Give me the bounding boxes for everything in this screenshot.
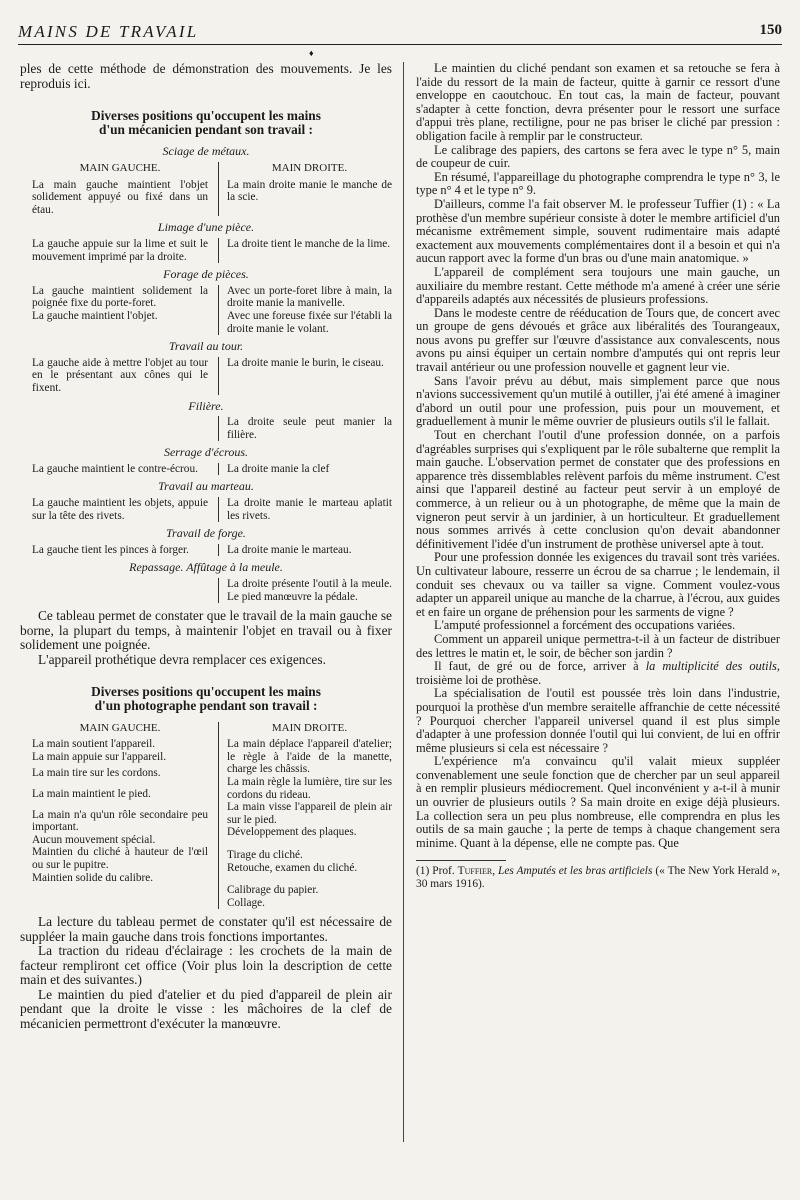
section-title: Travail au tour.	[168, 339, 244, 354]
body-paragraph: Comment un appareil unique permettra-t-il à un facteur de distribuer des lettres le matin et, le soir, de bêcher son jardin ?	[416, 631, 780, 660]
footnote-source: (« The New York Herald », 30 mars 1916).	[416, 865, 780, 891]
list-item: La main soutient l'appareil.	[32, 738, 156, 751]
table-row	[20, 416, 392, 441]
left-hand-cell: La gauche appuie sur la lime et suit le mouvement imprimé par la droite.	[32, 237, 208, 263]
list-item: Tirage du cliché.	[227, 848, 303, 861]
list-item: Collage.	[227, 896, 265, 909]
heading-line: Diverses positions qu'occupent les mains	[91, 684, 321, 700]
list-item: La main déplace l'appareil d'atelier; le règle à l'aide de la manette, charge les châssis.	[227, 738, 392, 776]
table-row	[20, 285, 392, 335]
section-title: Travail de forge.	[166, 526, 246, 541]
right-hand-cell: La droite manie le marteau aplatit les rivets.	[218, 497, 392, 522]
right-hand-cell	[218, 285, 392, 335]
section-title: Repassage. Affûtage à la meule.	[129, 560, 283, 575]
column-header: MAIN DROITE.	[271, 721, 348, 734]
cell-text: La main gauche maintient l'objet solidement appuyé ou fixé dans un étau.	[32, 178, 208, 216]
cell-text: La gauche maintient solidement la poignée fixe du porte-foret.	[32, 284, 208, 310]
right-hand-cell: La droite présente l'outil à la meule. Le pied manœuvre la pédale.	[218, 578, 392, 603]
body-paragraph: Le maintien du cliché pendant son examen et sa retouche se fera à l'aide du ressort de la main de facteur, quitte à garnir ce ressort d'une enveloppe en caoutchouc. En tout cas, la main de facteur, pouvant s'adapter à cette fonction, devra présenter pour le ressort une surface d'appui très plane, rectiligne, pour ne pas briser le cliché par pression : obligation facile à remplir par le constructeur.	[416, 61, 780, 143]
table-row	[20, 162, 392, 216]
body-paragraph: La traction du rideau d'éclairage : les crochets de la main de facteur rempliront cet office (Voir plus loin la description de cette main et des suivantes.)	[20, 943, 392, 988]
table-row	[20, 578, 392, 603]
footnote-prefix: (1) Prof.	[416, 865, 458, 878]
body-paragraph: La spécialisation de l'outil est poussée très loin dans l'industrie, pourquoi la prothèse d'un membre seraitelle affranchie de cette nécessité ? Pourquoi chercher l'appareil universel quand il est plus simple d'adapter à une profession donnée l'outil qui lui convient, de lui en offrir même plusieurs si cela est nécessaire ?	[416, 686, 780, 755]
right-hand-cell: La droite tient le manche de la lime.	[218, 238, 392, 263]
photographer-table	[20, 722, 392, 910]
cell-text: La gauche maintient l'objet.	[32, 309, 158, 322]
body-paragraph: Dans le modeste centre de rééducation de Tours que, de concert avec un groupe de gens dévoués et grâce aux libéralités des Tourangeaux, nous avons pu greffer sur l'œuvre d'assistance aux convalescents, nous avons pu ainsi équiper un certain nombre d'amputés qui ont repris leur travail antérieur ou une profession nouvelle et gagnent leur vie.	[416, 305, 780, 375]
section-title: Sciage de métaux.	[162, 144, 250, 159]
body-paragraph: L'appareil prothétique devra remplacer ces exigences.	[38, 651, 326, 667]
section-title: Forage de pièces.	[163, 267, 249, 282]
right-hand-cell: La droite manie le marteau.	[218, 544, 392, 557]
list-item: Développement des plaques.	[227, 826, 357, 839]
column-header: MAIN DROITE.	[271, 162, 348, 174]
cell-text: La main droite manie le manche de la scie.	[227, 178, 392, 204]
right-hand-cell: La droite manie la clef	[218, 463, 392, 476]
left-hand-cell	[20, 578, 218, 603]
mechanic-table-heading	[20, 109, 392, 137]
body-paragraph: Sans l'avoir prévu au début, mais simplement parce que nous n'avions successivement qu'un mutilé à outiller, j'ai été amené à imaginer d'abord un outil pour une profession, puis pour un mouvement, et graduellement à munir le même ouvrier de plusieurs outils s'il le fallait.	[416, 373, 780, 429]
cell-text: Avec un porte-foret libre à main, la droite manie la manivelle.	[227, 284, 392, 310]
table-row	[20, 238, 392, 263]
footnote-title: , Les Amputés et les bras artificiels	[492, 865, 653, 878]
body-paragraph: Pour une profession donnée les exigences du travail sont très variées. Un cultivateur laboure, resserre un écrou de sa charrue ; le lendemain, il conduit ses chevaux ou va tailler sa vigne. Comment voulez-vous adapter un appareil unique au manche de la charrue, à l'écrou, aux guides et en faire un organe de préhension pour les sarments de vigne ?	[416, 550, 780, 619]
footnote	[416, 865, 780, 890]
running-head	[18, 20, 782, 45]
section-title: Filière.	[188, 398, 224, 413]
right-hand-cell: La droite seule peut manier la filière.	[218, 416, 392, 441]
column-header: MAIN GAUCHE.	[79, 721, 161, 734]
cell-text: Avec une foreuse fixée sur l'établi la droite manie le volant.	[227, 309, 392, 335]
text-run: , troisième loi de prothèse.	[416, 659, 780, 687]
left-hand-cell: La gauche maintient le contre-écrou.	[32, 462, 198, 475]
ornament: ♦	[309, 48, 314, 58]
emphasis: la multiplicité des outils	[645, 659, 777, 674]
body-paragraph	[416, 660, 780, 687]
list-item: La main maintient le pied.	[32, 788, 151, 800]
intro-paragraph: ples de cette méthode de démonstration des mouvements. Je les reproduis ici.	[20, 61, 392, 91]
left-hand-column	[20, 722, 218, 910]
list-item: La main tire sur les cordons.	[32, 767, 161, 780]
table-row	[20, 497, 392, 522]
table-row	[20, 463, 392, 476]
body-paragraph: Tout en cherchant l'outil d'une profession donnée, on a parfois d'agréables surprises qui s'expliquent par le rôle subalterne que remplit la main gauche. L'observation permet de constater que des professions en apparence très dissemblables relèvent parfois du même instrument. C'est ainsi que l'appareil destiné au facteur peut servir à un employé de commerce, à un relieur ou à un photographe, de même que la main de vigneron peut servir à un jardinier, à un horticulteur. Et graduellement nous sommes arrivés à cette conclusion qu'on devait abandonner définitivement l'idée d'un instrument de prothèse universel apte à tout.	[416, 428, 780, 551]
heading-line: d'un photographe pendant son travail :	[94, 698, 318, 714]
list-item: Aucun mouvement spécial.	[32, 833, 156, 846]
list-item: La main visse l'appareil de plein air sur le pied.	[227, 801, 392, 826]
section-title: Limage d'une pièce.	[157, 220, 255, 235]
left-hand-cell: La gauche tient les pinces à forger.	[32, 543, 189, 556]
list-item: Maintien du cliché à hauteur de l'œil ou sur le pupitre.	[32, 846, 208, 871]
mechanic-table	[20, 145, 392, 603]
footnote-rule	[416, 860, 506, 861]
running-title: MAINS DE TRAVAIL	[18, 22, 199, 41]
body-paragraph: Le maintien du pied d'atelier et du pied d'appareil de plein air pendant que la droite le visse : les mâchoires de la clef de mécanicien permettront d'exécuter la manœuvre.	[20, 986, 392, 1031]
body-paragraph: L'amputé professionnel a forcément des occupations variées.	[434, 618, 736, 633]
section-title: Travail au marteau.	[158, 479, 254, 494]
left-column	[20, 62, 392, 1031]
heading-line: Diverses positions qu'occupent les mains	[91, 108, 321, 123]
body-paragraph: L'expérience m'a convaincu qu'il valait mieux suppléer convenablement une seule fonction que de chercher par un seul appareil à en remplir plusieurs médiocrement. Quel inconvénient y a-t-il à munir un ouvrier de plusieurs outils ? Sa main droite en exige déjà plusieurs. La collection sera un peu plus nombreuse, elle comprendra en plus les outils de sa main gauche ; la perte de temps à chaque changement sera minime. Quant à la dépense, elle ne compte pas. Que	[416, 754, 780, 850]
list-item: La main règle la lumière, tire sur les cordons du rideau.	[227, 776, 392, 801]
photographer-table-heading	[20, 685, 392, 713]
right-column	[416, 62, 780, 891]
left-hand-cell: La gauche aide à mettre l'objet au tour en le présentant aux cônes qui le fixent.	[32, 356, 208, 394]
body-paragraph: D'ailleurs, comme l'a fait observer M. le professeur Tuffier (1) : « La prothèse d'un membre supérieur consiste à doter le membre artificiel d'un mécanisme extrêmement simple, souvent rudimentaire mais adapté exactement aux mouvements complémentaires dont il a besoin et qui n'a aucun rapport avec la forme d'un bras ou d'une main anatomique. »	[416, 196, 780, 266]
list-item: Retouche, examen du cliché.	[227, 861, 358, 874]
heading-line: d'un mécanicien pendant son travail :	[99, 122, 313, 138]
body-paragraph: En résumé, l'appareillage du photographe comprendra le type n° 3, le type n° 4 et le type n° 9.	[416, 169, 780, 198]
body-paragraph: L'appareil de complément sera toujours une main gauche, un auxiliaire du membre restant. Cette méthode m'a amené à créer une série d'appareils adaptés aux nécessités de plusieurs professions.	[416, 264, 780, 307]
footnote-author: Tuffier	[457, 865, 493, 878]
page-number: 150	[759, 22, 782, 38]
left-hand-cell	[20, 285, 218, 335]
column-rule	[403, 62, 404, 1142]
body-paragraph: Le calibrage des papiers, des cartons se fera avec le type n° 5, main de coupeur de cuir.	[416, 142, 780, 171]
right-hand-column	[218, 722, 392, 910]
list-item: Maintien solide du calibre.	[32, 871, 154, 884]
list-item: La main appuie sur l'appareil.	[32, 750, 167, 763]
list-item: Calibrage du papier.	[227, 884, 319, 897]
column-header: MAIN GAUCHE.	[79, 162, 161, 174]
list-item: La main n'a qu'un rôle secondaire peu important.	[32, 808, 208, 834]
left-hand-cell: La gauche maintient les objets, appuie sur la tête des rivets.	[32, 497, 208, 522]
right-hand-cell: La droite manie le burin, le ciseau.	[218, 357, 392, 395]
body-paragraph: Ce tableau permet de constater que le travail de la main gauche se borne, la plupart du temps, à maintenir l'objet en travail ou à fixer solidement une poignée.	[20, 608, 392, 653]
left-hand-cell	[20, 416, 218, 441]
table-row	[20, 357, 392, 395]
text-run: Il faut, de gré ou de force, arriver à	[434, 659, 646, 674]
left-hand-cell	[20, 162, 218, 216]
section-title: Serrage d'écrous.	[163, 445, 249, 460]
body-paragraph: La lecture du tableau permet de constater qu'il est nécessaire de suppléer la main gauche dans trois fonctions importantes.	[20, 914, 392, 944]
right-hand-cell	[218, 162, 392, 216]
table-row	[20, 544, 392, 557]
